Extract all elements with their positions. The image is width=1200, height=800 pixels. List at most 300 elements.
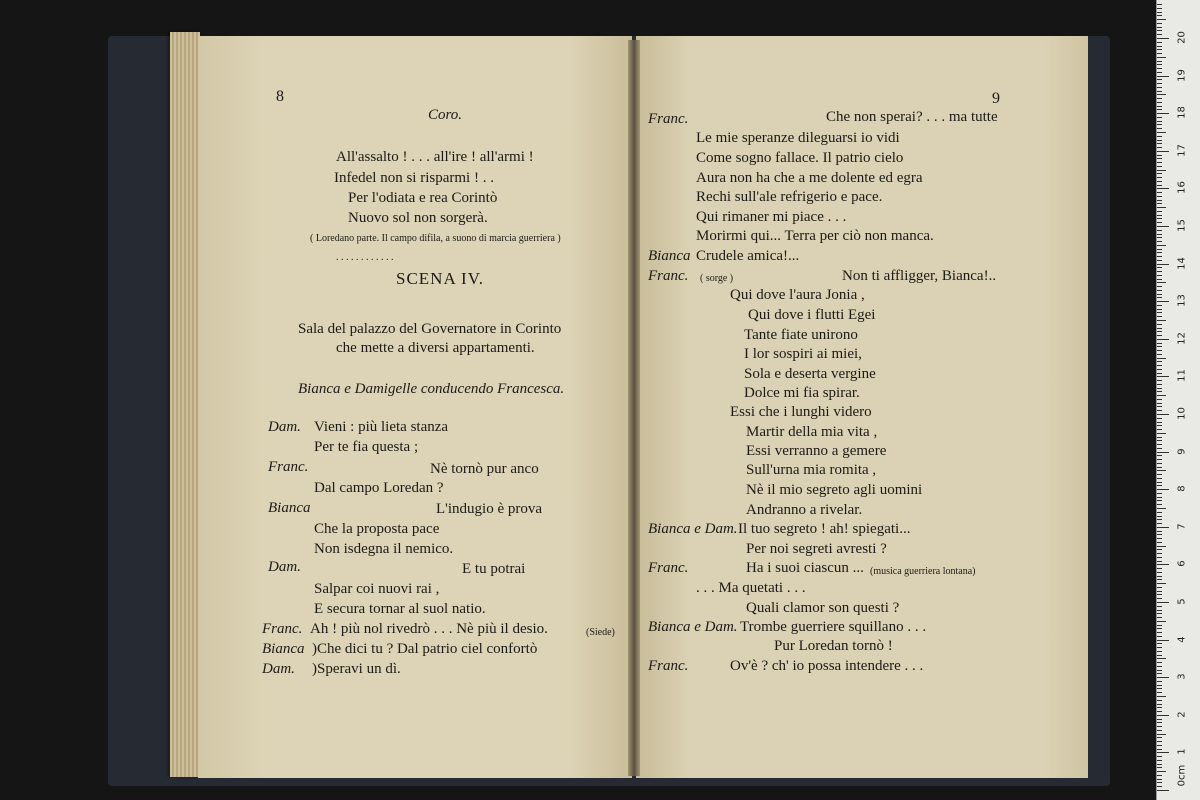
ruler-tick bbox=[1157, 34, 1162, 35]
ruler-tick bbox=[1157, 497, 1162, 498]
ruler-tick bbox=[1157, 625, 1162, 626]
ruler-cm-label: 5 bbox=[1176, 598, 1188, 605]
ruler-tick bbox=[1157, 361, 1162, 362]
verse-line: Dolce mi fia spirar. bbox=[744, 385, 860, 401]
ruler-tick bbox=[1157, 775, 1162, 776]
ruler-tick bbox=[1157, 140, 1162, 141]
ruler-tick bbox=[1157, 470, 1166, 471]
verse-line: All'assalto ! . . . all'ire ! all'armi ! bbox=[336, 149, 534, 165]
ruler-tick bbox=[1157, 478, 1162, 479]
ruler-tick bbox=[1157, 542, 1162, 543]
ruler-tick bbox=[1157, 339, 1169, 340]
ruler-tick bbox=[1157, 132, 1166, 133]
dialogue-line: Ah ! più nol rivedrò . . . Nè più il desio. bbox=[310, 621, 548, 637]
ruler-tick bbox=[1157, 15, 1162, 16]
ruler-tick bbox=[1157, 553, 1162, 554]
measuring-ruler bbox=[1156, 0, 1200, 800]
ruler-tick bbox=[1157, 222, 1162, 223]
verse-line: I lor sospiri ai miei, bbox=[744, 346, 862, 362]
ruler-tick bbox=[1157, 188, 1169, 189]
ruler-tick bbox=[1157, 512, 1162, 513]
ruler-tick bbox=[1157, 418, 1162, 419]
page-number: 8 bbox=[276, 88, 284, 105]
ruler-tick bbox=[1157, 628, 1162, 629]
dialogue-line: Ov'è ? ch' io possa intendere . . . bbox=[730, 658, 924, 674]
ruler-tick bbox=[1157, 12, 1162, 13]
ruler-cm-label: 17 bbox=[1176, 143, 1188, 157]
ruler-tick bbox=[1157, 463, 1162, 464]
ruler-tick bbox=[1157, 425, 1162, 426]
ruler-cm-label: 3 bbox=[1176, 673, 1188, 680]
speaker: Franc. bbox=[648, 560, 689, 576]
ruler-tick bbox=[1157, 688, 1162, 689]
ruler-tick bbox=[1157, 504, 1162, 505]
ruler-tick bbox=[1157, 508, 1166, 509]
dialogue-line: L'indugio è prova bbox=[436, 501, 543, 517]
ruler-tick bbox=[1157, 294, 1162, 295]
speaker: Franc. bbox=[648, 111, 689, 127]
dialogue-line: Come sogno fallace. Il patrio cielo bbox=[696, 150, 904, 166]
ruler-tick bbox=[1157, 715, 1169, 716]
scene-description: Sala del palazzo del Governatore in Corinto bbox=[298, 321, 562, 337]
dialogue-line: Per te fia questa ; bbox=[314, 439, 419, 455]
ruler-tick bbox=[1157, 196, 1162, 197]
ruler-tick bbox=[1157, 613, 1162, 614]
ruler-tick bbox=[1157, 369, 1162, 370]
ruler-tick bbox=[1157, 162, 1162, 163]
ruler-tick bbox=[1157, 76, 1169, 77]
ruler-tick bbox=[1157, 282, 1166, 283]
dialogue-line: E secura tornar al suol natio. bbox=[314, 601, 486, 617]
ruler-tick bbox=[1157, 286, 1162, 287]
chorus-heading: Coro. bbox=[428, 107, 463, 123]
ruler-tick bbox=[1157, 444, 1162, 445]
ruler-tick bbox=[1157, 147, 1162, 148]
ruler-tick bbox=[1157, 681, 1162, 682]
scene-description: che mette a diversi appartamenti. bbox=[336, 340, 535, 356]
dialogue-line: Non ti affligger, Bianca!.. bbox=[842, 268, 997, 284]
ruler-tick bbox=[1157, 49, 1162, 50]
ruler-tick bbox=[1157, 452, 1169, 453]
speaker: Bianca bbox=[648, 248, 691, 264]
ruler-tick bbox=[1157, 726, 1162, 727]
ruler-cm-label: 11 bbox=[1176, 369, 1188, 383]
ruler-tick bbox=[1157, 354, 1162, 355]
ruler-tick bbox=[1157, 320, 1166, 321]
ruler-tick bbox=[1157, 485, 1162, 486]
ruler-tick bbox=[1157, 647, 1162, 648]
ruler-tick bbox=[1157, 279, 1162, 280]
ruler-tick bbox=[1157, 121, 1162, 122]
ruler-tick bbox=[1157, 158, 1162, 159]
stage-direction: ( Loredano parte. Il campo difila, a suono di marcia guerriera ) bbox=[310, 233, 561, 244]
ruler-tick bbox=[1157, 27, 1162, 28]
ruler-tick bbox=[1157, 83, 1162, 84]
ruler-tick bbox=[1157, 756, 1162, 757]
ruler-tick bbox=[1157, 23, 1162, 24]
ruler-tick bbox=[1157, 170, 1166, 171]
verse-line: Essi che i lunghi videro bbox=[730, 404, 872, 420]
ruler-tick bbox=[1157, 113, 1169, 114]
dialogue-line: Morirmi qui... Terra per ciò non manca. bbox=[696, 228, 934, 244]
ruler-tick bbox=[1157, 534, 1162, 535]
speaker: Dam. bbox=[268, 559, 301, 575]
ruler-tick bbox=[1157, 94, 1166, 95]
ruler-tick bbox=[1157, 264, 1169, 265]
ruler-tick bbox=[1157, 568, 1162, 569]
ruler-tick bbox=[1157, 527, 1169, 528]
ruler-cm-label: 14 bbox=[1176, 256, 1188, 270]
ruler-tick bbox=[1157, 87, 1162, 88]
verse-line: Qui dove i flutti Egei bbox=[748, 307, 876, 323]
ruler-tick bbox=[1157, 373, 1162, 374]
ruler-tick bbox=[1157, 388, 1162, 389]
ruler-cm-label: 10 bbox=[1176, 407, 1188, 420]
ruler-tick bbox=[1157, 384, 1162, 385]
ruler-tick bbox=[1157, 218, 1162, 219]
ruler-tick bbox=[1157, 128, 1162, 129]
ruler-cm-label: 8 bbox=[1176, 485, 1188, 492]
ruler-tick bbox=[1157, 215, 1162, 216]
speaker: Dam. bbox=[268, 419, 301, 435]
ruler-tick bbox=[1157, 557, 1162, 558]
ruler-tick bbox=[1157, 335, 1162, 336]
ruler-tick bbox=[1157, 365, 1162, 366]
ruler-tick bbox=[1157, 109, 1162, 110]
dialogue-line: Rechi sull'ale refrigerio e pace. bbox=[696, 189, 883, 205]
ruler-tick bbox=[1157, 173, 1162, 174]
ruler-cm-label: 2 bbox=[1176, 711, 1188, 718]
ruler-tick bbox=[1157, 500, 1162, 501]
ruler-tick bbox=[1157, 403, 1162, 404]
ruler-cm-label: 9 bbox=[1176, 447, 1188, 455]
ruler-cm-label: 18 bbox=[1176, 106, 1188, 120]
ruler-tick bbox=[1157, 489, 1169, 490]
verse-line: Qui dove l'aura Jonia , bbox=[730, 287, 865, 303]
ruler-tick bbox=[1157, 38, 1169, 39]
dialogue-line: )Che dici tu ? Dal patrio ciel confortò bbox=[312, 641, 538, 657]
ruler-tick bbox=[1157, 752, 1169, 753]
ruler-tick bbox=[1157, 587, 1162, 588]
ruler-tick bbox=[1157, 185, 1162, 186]
ruler-tick bbox=[1157, 290, 1162, 291]
verse-line: Essi verranno a gemere bbox=[746, 443, 887, 459]
ruler-tick bbox=[1157, 8, 1162, 9]
ruler-tick bbox=[1157, 64, 1162, 65]
ruler-tick bbox=[1157, 406, 1162, 407]
ruler-tick bbox=[1157, 440, 1162, 441]
dialogue-line: Crudele amica!... bbox=[696, 248, 800, 264]
ruler-tick bbox=[1157, 610, 1162, 611]
dialogue-line: Dal campo Loredan ? bbox=[314, 480, 444, 496]
ruler-tick bbox=[1157, 602, 1169, 603]
ruler-tick bbox=[1157, 790, 1169, 791]
ruler-tick bbox=[1157, 309, 1162, 310]
ruler-tick bbox=[1157, 455, 1162, 456]
ruler-tick bbox=[1157, 572, 1162, 573]
dialogue-line: Trombe guerriere squillano . . . bbox=[740, 619, 927, 635]
ruler-tick bbox=[1157, 760, 1162, 761]
ruler-tick bbox=[1157, 549, 1162, 550]
ruler-tick bbox=[1157, 745, 1162, 746]
verse-line: Nuovo sol non sorgerà. bbox=[348, 210, 488, 226]
speaker: Bianca e Dam. bbox=[648, 619, 738, 635]
character-list: Bianca e Damigelle conducendo Francesca. bbox=[298, 381, 565, 397]
ruler-unit-label: 0cm bbox=[1176, 764, 1188, 787]
ruler-tick bbox=[1157, 474, 1162, 475]
ruler-tick bbox=[1157, 579, 1162, 580]
ruler-cm-label: 6 bbox=[1176, 560, 1188, 568]
ruler-tick bbox=[1157, 433, 1166, 434]
ruler-tick bbox=[1157, 561, 1162, 562]
verse-line: Infedel non si risparmi ! . . bbox=[334, 170, 494, 186]
ruler-tick bbox=[1157, 275, 1162, 276]
ruler-tick bbox=[1157, 636, 1162, 637]
ruler-tick bbox=[1157, 771, 1166, 772]
speaker: Franc. bbox=[262, 621, 303, 637]
ruler-cm-label: 20 bbox=[1176, 31, 1188, 44]
verse-line: Sola e deserta vergine bbox=[744, 366, 876, 382]
dialogue-line: Vieni : più lieta stanza bbox=[314, 419, 449, 435]
ruler-tick bbox=[1157, 606, 1162, 607]
ruler-tick bbox=[1157, 252, 1162, 253]
dialogue-line: Le mie speranze dileguarsi io vidi bbox=[696, 130, 900, 146]
ruler-tick bbox=[1157, 734, 1166, 735]
ruler-tick bbox=[1157, 241, 1162, 242]
ruler-tick bbox=[1157, 429, 1162, 430]
ruler-tick bbox=[1157, 410, 1162, 411]
ruler-tick bbox=[1157, 203, 1162, 204]
ruler-tick bbox=[1157, 155, 1162, 156]
aside-siede: (Siede) bbox=[586, 627, 615, 638]
left-page bbox=[198, 36, 632, 778]
ruler-tick bbox=[1157, 124, 1162, 125]
ruler-tick bbox=[1157, 260, 1162, 261]
dialogue-line: )Speravi un dì. bbox=[312, 661, 401, 677]
ruler-tick bbox=[1157, 312, 1162, 313]
ruler-tick bbox=[1157, 245, 1166, 246]
ruler-tick bbox=[1157, 749, 1162, 750]
ruler-tick bbox=[1157, 192, 1162, 193]
speaker: Bianca bbox=[268, 500, 311, 516]
scene-title: SCENA IV. bbox=[396, 269, 485, 288]
ruler-cm-label: 16 bbox=[1176, 181, 1188, 195]
verse-line: Nè il mio segreto agli uomini bbox=[746, 482, 923, 498]
ruler-tick bbox=[1157, 779, 1162, 780]
ruler-tick bbox=[1157, 711, 1162, 712]
ruler-tick bbox=[1157, 399, 1162, 400]
ruler-tick bbox=[1157, 391, 1162, 392]
ruler-tick bbox=[1157, 422, 1162, 423]
ruler-tick bbox=[1157, 30, 1162, 31]
ruler-tick bbox=[1157, 211, 1162, 212]
page-edges bbox=[170, 32, 200, 777]
speaker: Franc. bbox=[268, 459, 309, 475]
ruler-tick bbox=[1157, 707, 1162, 708]
ruler-tick bbox=[1157, 437, 1162, 438]
ruler-tick bbox=[1157, 177, 1162, 178]
ruler-tick bbox=[1157, 42, 1162, 43]
ruler-tick bbox=[1157, 546, 1166, 547]
ruler-tick bbox=[1157, 151, 1169, 152]
ruler-tick bbox=[1157, 576, 1162, 577]
ruler-tick bbox=[1157, 72, 1162, 73]
ruler-tick bbox=[1157, 414, 1169, 415]
ruler-tick bbox=[1157, 102, 1162, 103]
ruler-tick bbox=[1157, 117, 1162, 118]
book-gutter bbox=[628, 40, 640, 776]
ruler-tick bbox=[1157, 670, 1162, 671]
ruler-tick bbox=[1157, 301, 1169, 302]
ruler-tick bbox=[1157, 346, 1162, 347]
ruler-tick bbox=[1157, 46, 1162, 47]
speaker: Bianca bbox=[262, 641, 305, 657]
speaker: Franc. bbox=[648, 658, 689, 674]
ruler-tick bbox=[1157, 704, 1162, 705]
ruler-cm-label: 13 bbox=[1176, 294, 1188, 308]
ruler-cm-label: 4 bbox=[1176, 635, 1188, 643]
ruler-tick bbox=[1157, 324, 1162, 325]
verse-line: Tante fiate unirono bbox=[744, 327, 858, 343]
ruler-tick bbox=[1157, 482, 1162, 483]
ruler-tick bbox=[1157, 448, 1162, 449]
ruler-tick bbox=[1157, 226, 1169, 227]
ruler-cm-label: 7 bbox=[1176, 523, 1188, 530]
dialogue-line: . . . Ma quetati . . . bbox=[696, 580, 806, 596]
ruler-tick bbox=[1157, 57, 1166, 58]
verse-line: Sull'urna mia romita , bbox=[746, 462, 877, 478]
ruler-tick bbox=[1157, 617, 1162, 618]
dialogue-line: Salpar coi nuovi rai , bbox=[314, 581, 440, 597]
ruler-tick bbox=[1157, 343, 1162, 344]
verse-line: Per l'odiata e rea Corintò bbox=[348, 190, 498, 206]
ruler-tick bbox=[1157, 621, 1166, 622]
verse-line: Per noi segreti avresti ? bbox=[746, 541, 887, 557]
ruler-tick bbox=[1157, 523, 1162, 524]
ruler-tick bbox=[1157, 767, 1162, 768]
right-page bbox=[636, 36, 1088, 778]
ruler-tick bbox=[1157, 79, 1162, 80]
ruler-tick bbox=[1157, 234, 1162, 235]
ruler-tick bbox=[1157, 730, 1162, 731]
ruler-tick bbox=[1157, 640, 1169, 641]
ruler-tick bbox=[1157, 106, 1162, 107]
ruler-tick bbox=[1157, 19, 1166, 20]
ruler-cm-label: 12 bbox=[1176, 331, 1188, 345]
ruler-tick bbox=[1157, 61, 1162, 62]
verse-line: Quali clamor son questi ? bbox=[746, 600, 900, 616]
ruler-tick bbox=[1157, 305, 1162, 306]
aside-sorge: ( sorge ) bbox=[700, 273, 734, 284]
ruler-tick bbox=[1157, 4, 1162, 5]
ruler-tick bbox=[1157, 764, 1162, 765]
page-number: 9 bbox=[992, 90, 1000, 107]
aside-musica: (musica guerriera lontana) bbox=[870, 566, 976, 577]
ruler-tick bbox=[1157, 395, 1166, 396]
ruler-tick bbox=[1157, 271, 1162, 272]
speaker: Dam. bbox=[262, 661, 295, 677]
ruler-tick bbox=[1157, 380, 1162, 381]
ruler-tick bbox=[1157, 666, 1162, 667]
ruler-tick bbox=[1157, 316, 1162, 317]
speaker: Franc. bbox=[648, 268, 689, 284]
ruler-tick bbox=[1157, 237, 1162, 238]
ruler-tick bbox=[1157, 700, 1162, 701]
ruler-tick bbox=[1157, 376, 1169, 377]
ruler-tick bbox=[1157, 68, 1162, 69]
verse-line: Martir della mia vita , bbox=[746, 424, 878, 440]
dialogue-line: E tu potrai bbox=[462, 561, 526, 577]
ruler-tick bbox=[1157, 166, 1162, 167]
ruler-tick bbox=[1157, 662, 1162, 663]
ruler-tick bbox=[1157, 91, 1162, 92]
ruler-tick bbox=[1157, 53, 1162, 54]
ruler-tick bbox=[1157, 782, 1162, 783]
ruler-tick bbox=[1157, 230, 1162, 231]
ruler-tick bbox=[1157, 519, 1162, 520]
dialogue-line: Nè tornò pur anco bbox=[430, 461, 539, 477]
dialogue-line: Che non sperai? . . . ma tutte bbox=[826, 109, 998, 125]
ruler-tick bbox=[1157, 591, 1162, 592]
ruler-tick bbox=[1157, 673, 1162, 674]
dialogue-line: Ha i suoi ciascun ... bbox=[746, 560, 864, 576]
dialogue-line: Non isdegna il nemico. bbox=[314, 541, 454, 557]
ruler-cm-label: 19 bbox=[1176, 68, 1188, 82]
ruler-tick bbox=[1157, 297, 1162, 298]
ruler-tick bbox=[1157, 722, 1162, 723]
ruler-tick bbox=[1157, 249, 1162, 250]
ruler-tick bbox=[1157, 632, 1162, 633]
ruler-tick bbox=[1157, 692, 1162, 693]
verse-line: Andranno a rivelar. bbox=[746, 502, 863, 518]
ruler-tick bbox=[1157, 655, 1162, 656]
ruler-tick bbox=[1157, 136, 1162, 137]
ruler-tick bbox=[1157, 583, 1166, 584]
ruler-tick bbox=[1157, 467, 1162, 468]
ruler-tick bbox=[1157, 719, 1162, 720]
ruler-cm-label: 15 bbox=[1176, 219, 1188, 232]
ruler-cm-label: 1 bbox=[1176, 748, 1188, 756]
ruler-tick bbox=[1157, 696, 1166, 697]
ruler-tick bbox=[1157, 98, 1162, 99]
ruler-tick bbox=[1157, 267, 1162, 268]
dialogue-line: Che la proposta pace bbox=[314, 521, 440, 537]
dialogue-line: Il tuo segreto ! ah! spiegati... bbox=[738, 521, 911, 537]
ruler-tick bbox=[1157, 658, 1166, 659]
ruler-tick bbox=[1157, 786, 1162, 787]
ruler-tick bbox=[1157, 741, 1162, 742]
ruler-tick bbox=[1157, 256, 1162, 257]
ruler-tick bbox=[1157, 328, 1162, 329]
ruler-tick bbox=[1157, 358, 1166, 359]
ruler-tick bbox=[1157, 643, 1162, 644]
ruler-tick bbox=[1157, 538, 1162, 539]
ruler-tick bbox=[1157, 737, 1162, 738]
ruler-tick bbox=[1157, 564, 1169, 565]
ruler-tick bbox=[1157, 531, 1162, 532]
ruler-tick bbox=[1157, 651, 1162, 652]
ruler-tick bbox=[1157, 598, 1162, 599]
ruler-tick bbox=[1157, 516, 1162, 517]
ruler-tick bbox=[1157, 331, 1162, 332]
verse-line: Pur Loredan tornò ! bbox=[774, 638, 893, 654]
ruler-tick bbox=[1157, 677, 1169, 678]
ruler-tick bbox=[1157, 143, 1162, 144]
ruler-tick bbox=[1157, 493, 1162, 494]
ruler-tick bbox=[1157, 200, 1162, 201]
ruler-tick bbox=[1157, 459, 1162, 460]
dialogue-line: Aura non ha che a me dolente ed egra bbox=[696, 170, 923, 186]
